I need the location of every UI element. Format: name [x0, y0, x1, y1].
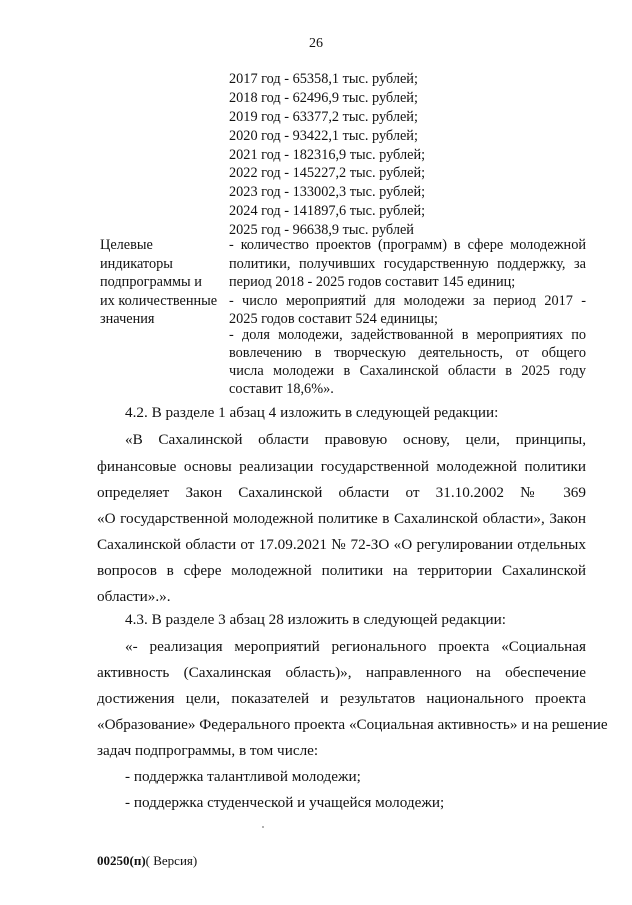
section-4-3-line: «Образование» Федерального проекта «Социальная активность» и на решение — [97, 716, 608, 733]
section-4-2-heading: 4.2. В разделе 1 абзац 4 изложить в следующей редакции: — [125, 404, 499, 421]
indicators-text-line: политики, получивших государственную поддержку, за — [229, 256, 586, 272]
funding-line: 2025 год - 96638,9 тыс. рублей — [229, 222, 414, 238]
funding-line: 2017 год - 65358,1 тыс. рублей; — [229, 71, 418, 87]
indicators-text-line: период 2018 - 2025 годов составит 145 единиц; — [229, 274, 516, 290]
bullet-item: - поддержка талантливой молодежи; — [125, 768, 361, 785]
indicators-label: их количественные — [100, 293, 218, 309]
funding-line: 2024 год - 141897,6 тыс. рублей; — [229, 203, 426, 219]
indicators-label: подпрограммы и — [100, 274, 202, 290]
indicators-label: значения — [100, 311, 155, 327]
indicators-text-line: - доля молодежи, задействованной в мероприятиях по — [229, 327, 586, 343]
section-4-2-line: области».». — [97, 588, 171, 605]
footer — [97, 853, 197, 869]
bullet-item: - поддержка студенческой и учащейся молодежи; — [125, 794, 445, 811]
funding-line: 2019 год - 63377,2 тыс. рублей; — [229, 109, 418, 125]
document-code: 00250(п) — [97, 853, 146, 868]
funding-line: 2022 год - 145227,2 тыс. рублей; — [229, 165, 426, 181]
indicators-label: индикаторы — [100, 256, 173, 272]
page-number: 26 — [309, 36, 323, 51]
indicators-text-line: 2025 годов составит 524 единицы; — [229, 311, 438, 327]
section-4-2-line: Сахалинской области от 17.09.2021 № 72-ЗО «О регулировании отдельных — [97, 536, 586, 553]
funding-line: 2021 год - 182316,9 тыс. рублей; — [229, 147, 426, 163]
section-4-2-line: финансовые основы реализации государственной молодежной политики — [97, 458, 586, 475]
section-4-2-line: «О государственной молодежной политике в Сахалинской области», Закон — [97, 510, 586, 527]
section-4-3-line: задач подпрограммы, в том числе: — [97, 742, 319, 759]
indicators-text-line: составит 18,6%». — [229, 381, 334, 397]
indicators-label: Целевые — [100, 237, 153, 253]
section-4-3-heading: 4.3. В разделе 3 абзац 28 изложить в следующей редакции: — [125, 611, 506, 628]
funding-line: 2018 год - 62496,9 тыс. рублей; — [229, 90, 418, 106]
scan-speck — [262, 826, 264, 828]
indicators-text-line: числа молодежи в Сахалинской области в 2025 году — [229, 363, 586, 379]
funding-line: 2023 год - 133002,3 тыс. рублей; — [229, 184, 426, 200]
document-version: ( Версия) — [145, 853, 198, 868]
funding-line: 2020 год - 93422,1 тыс. рублей; — [229, 128, 418, 144]
section-4-3-line: «- реализация мероприятий регионального проекта «Социальная — [125, 638, 586, 655]
section-4-2-line: «В Сахалинской области правовую основу, цели, принципы, — [125, 431, 586, 448]
section-4-3-line: активность (Сахалинская область)», направленного на обеспечение — [97, 664, 586, 681]
section-4-2-line: определяет Закон Сахалинской области от 31.10.2002 № 369 — [97, 484, 586, 501]
indicators-text-line: - количество проектов (программ) в сфере молодежной — [229, 237, 586, 253]
indicators-text-line: - число мероприятий для молодежи за период 2017 - — [229, 293, 586, 309]
section-4-3-line: достижения цели, показателей и результатов национального проекта — [97, 690, 586, 707]
section-4-2-line: вопросов в сфере молодежной политики на территории Сахалинской — [97, 562, 586, 579]
indicators-text-line: вовлечению в творческую деятельность, от общего — [229, 345, 586, 361]
